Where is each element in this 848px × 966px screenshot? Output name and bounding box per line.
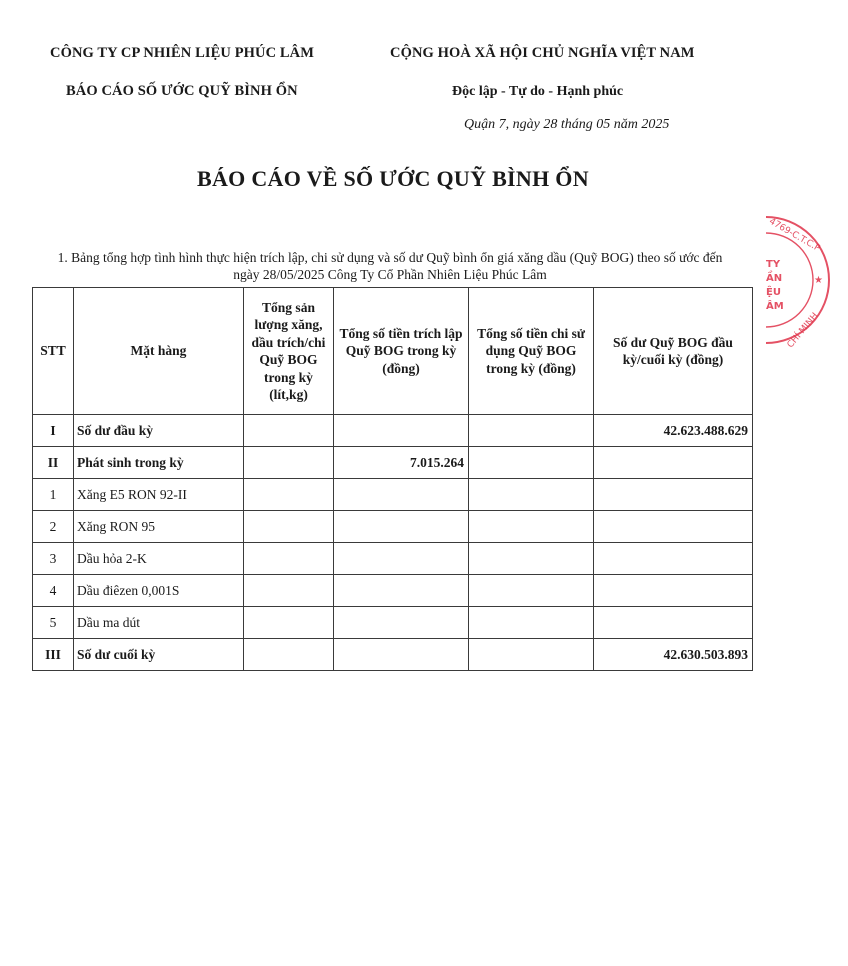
row-spent-amount — [469, 543, 594, 575]
column-header-balance: Số dư Quỹ BOG đầu kỳ/cuối kỳ (đồng) — [594, 288, 753, 415]
row-allocated-amount — [334, 607, 469, 639]
row-spent-amount — [469, 639, 594, 671]
row-volume — [244, 479, 334, 511]
row-volume — [244, 543, 334, 575]
column-header-spent: Tổng số tiền chi sử dụng Quỹ BOG trong kỳ (đồng) — [469, 288, 594, 415]
svg-text:ỆU: ỆU — [766, 287, 781, 298]
row-balance — [594, 543, 753, 575]
row-stt: 2 — [33, 511, 74, 543]
svg-text:★: ★ — [814, 275, 823, 286]
row-item-name: Dầu điêzen 0,001S — [74, 575, 244, 607]
row-allocated-amount — [334, 479, 469, 511]
table-header-row — [33, 288, 753, 415]
row-item-name: Dầu hỏa 2-K — [74, 543, 244, 575]
table-row — [33, 543, 753, 575]
row-item-name: Xăng E5 RON 92-II — [74, 479, 244, 511]
column-header-stt: STT — [33, 288, 74, 415]
row-allocated-amount — [334, 639, 469, 671]
row-item-name: Xăng RON 95 — [74, 511, 244, 543]
row-spent-amount — [469, 479, 594, 511]
intro-line-2: ngày 28/05/2025 Công Ty Cổ Phần Nhiên Liệu Phúc Lâm — [233, 267, 547, 282]
intro-paragraph — [34, 249, 746, 283]
row-stt: II — [33, 447, 74, 479]
row-balance — [594, 575, 753, 607]
row-stt: 3 — [33, 543, 74, 575]
table-row — [33, 607, 753, 639]
row-allocated-amount — [334, 575, 469, 607]
row-allocated-amount: 7.015.264 — [334, 447, 469, 479]
table-row — [33, 511, 753, 543]
row-item-name: Số dư đầu kỳ — [74, 415, 244, 447]
row-spent-amount — [469, 447, 594, 479]
row-allocated-amount — [334, 511, 469, 543]
row-balance: 42.623.488.629 — [594, 415, 753, 447]
place-date: Quận 7, ngày 28 tháng 05 năm 2025 — [464, 117, 670, 132]
intro-line-1: 1. Bảng tổng hợp tình hình thực hiện trích lập, chi sử dụng và số dư Quỹ bình ổn giá xăng dầu (Quỹ BOG) theo số ước đến — [57, 250, 723, 265]
row-balance — [594, 511, 753, 543]
row-allocated-amount — [334, 543, 469, 575]
table-row — [33, 639, 753, 671]
row-stt: 4 — [33, 575, 74, 607]
row-allocated-amount — [334, 415, 469, 447]
svg-text:ÂM: ÂM — [766, 301, 784, 312]
table-row — [33, 479, 753, 511]
bog-fund-table — [32, 287, 753, 671]
company-seal-stamp-icon — [760, 205, 846, 355]
row-spent-amount — [469, 575, 594, 607]
report-name: BÁO CÁO SỐ ƯỚC QUỸ BÌNH ỔN — [66, 83, 298, 99]
row-spent-amount — [469, 511, 594, 543]
document-title: BÁO CÁO VỀ SỐ ƯỚC QUỸ BÌNH ỔN — [197, 166, 589, 191]
national-motto: Độc lập - Tự do - Hạnh phúc — [452, 84, 624, 99]
row-stt: I — [33, 415, 74, 447]
row-stt: III — [33, 639, 74, 671]
row-spent-amount — [469, 607, 594, 639]
row-item-name: Phát sinh trong kỳ — [74, 447, 244, 479]
column-header-volume: Tổng sản lượng xăng, dầu trích/chi Quỹ BOG trong kỳ (lít,kg) — [244, 288, 334, 415]
row-stt: 5 — [33, 607, 74, 639]
svg-text:CHÍ MINH: CHÍ MINH — [785, 311, 821, 351]
company-name: CÔNG TY CP NHIÊN LIỆU PHÚC LÂM — [50, 45, 315, 61]
row-stt: 1 — [33, 479, 74, 511]
row-volume — [244, 575, 334, 607]
row-item-name: Dầu ma dút — [74, 607, 244, 639]
svg-text:ẦN: ẦN — [766, 273, 783, 284]
row-balance — [594, 447, 753, 479]
column-header-allocated: Tổng số tiền trích lập Quỹ BOG trong kỳ (đồng) — [334, 288, 469, 415]
row-balance — [594, 607, 753, 639]
column-header-item: Mặt hàng — [74, 288, 244, 415]
table-row — [33, 415, 753, 447]
row-volume — [244, 447, 334, 479]
row-volume — [244, 415, 334, 447]
svg-text:TY: TY — [766, 259, 781, 270]
row-volume — [244, 639, 334, 671]
table-row — [33, 575, 753, 607]
row-volume — [244, 511, 334, 543]
table-row — [33, 447, 753, 479]
svg-text:4769-C.T.C.P: 4769-C.T.C.P — [767, 216, 822, 254]
row-spent-amount — [469, 415, 594, 447]
national-title: CỘNG HOÀ XÃ HỘI CHỦ NGHĨA VIỆT NAM — [390, 45, 695, 61]
row-balance: 42.630.503.893 — [594, 639, 753, 671]
row-balance — [594, 479, 753, 511]
row-volume — [244, 607, 334, 639]
row-item-name: Số dư cuối kỳ — [74, 639, 244, 671]
